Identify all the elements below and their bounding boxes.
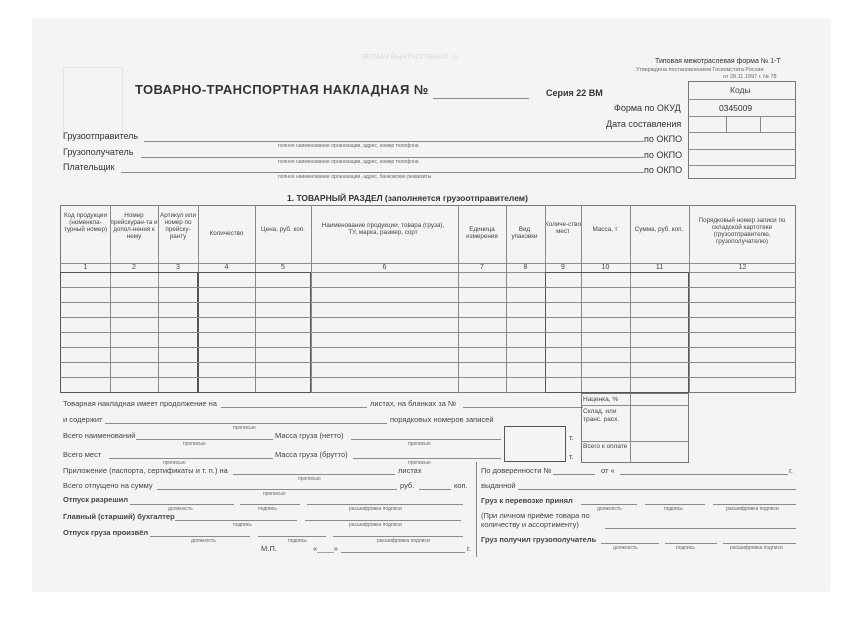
- position-hint: должность: [168, 506, 193, 512]
- issued-field[interactable]: [518, 489, 796, 490]
- col-header-5: Цена, руб. коп.: [261, 226, 305, 233]
- table-row[interactable]: [60, 332, 796, 333]
- signature-hint: подпись: [233, 522, 252, 528]
- cargo-accepted-signature[interactable]: [645, 504, 705, 505]
- number-line[interactable]: [433, 98, 529, 99]
- col-number-10: 10: [601, 264, 610, 271]
- signature-hint: подпись: [258, 506, 277, 512]
- col-header-3: Артикул или номер по прейску-ранту: [160, 212, 196, 240]
- in-words-hint: прописью: [233, 425, 256, 431]
- table-row[interactable]: [60, 317, 796, 318]
- forms-numbers-field[interactable]: [463, 407, 583, 408]
- col-number-9: 9: [561, 264, 565, 271]
- table-row[interactable]: [60, 287, 796, 288]
- attachment-sheets: листах: [398, 466, 422, 475]
- position-hint: должность: [191, 538, 216, 544]
- payer-okpo: по ОКПО: [644, 165, 683, 175]
- position-hint: должность: [613, 545, 638, 551]
- shipper-hint: полное наименование организации, адрес, номер телефона: [278, 143, 419, 149]
- col-number-8: 8: [523, 264, 528, 271]
- waybill-form: [33, 19, 830, 591]
- col-number-5: 5: [281, 264, 285, 271]
- net-t-unit: т.: [569, 433, 574, 442]
- col-header-6: Наименование продукции, товара (груза), ТУ, марка, размер, сорт: [321, 222, 445, 236]
- release-done-position[interactable]: [150, 536, 250, 537]
- series-label: Серия 22 ВМ: [546, 88, 603, 98]
- form-type-note: Типовая межотраслевая форма № 1-Т: [655, 58, 781, 65]
- release-done-decoding[interactable]: [333, 536, 463, 537]
- page-title: ТОВАРНО-ТРАНСПОРТНАЯ НАКЛАДНАЯ №: [135, 82, 429, 97]
- cargo-received-label: Груз получил грузополучатель: [481, 535, 597, 544]
- consignee-hint: полное наименование организации, адрес, номер телефона: [278, 159, 419, 165]
- total-places-label: Всего мест: [63, 450, 102, 459]
- shipper-label: Грузоотправитель: [63, 131, 139, 141]
- cargo-accepted-decoding[interactable]: [713, 504, 796, 505]
- payer-field[interactable]: [121, 172, 644, 173]
- in-words-hint: прописью: [263, 491, 286, 497]
- col-number-1: 1: [83, 264, 88, 271]
- rub-label: руб.: [400, 481, 415, 490]
- chief-accountant-label: Главный (старший) бухгалтер: [63, 512, 175, 521]
- col-number-2: 2: [132, 264, 136, 271]
- power-of-attorney-number[interactable]: [553, 474, 595, 475]
- col-number-6: 6: [382, 264, 387, 271]
- released-sum-label: Всего отпущено на сумму: [63, 481, 153, 490]
- approval-date: от 28.11.1997 г. № 78: [723, 74, 777, 80]
- release-done-signature[interactable]: [258, 536, 326, 537]
- release-date-field[interactable]: [341, 552, 465, 553]
- contains-field[interactable]: [105, 423, 387, 424]
- decoding-hint: расшифровка подписи: [349, 522, 402, 528]
- mass-net-field[interactable]: [351, 439, 501, 440]
- decoding-hint: расшифровка подписи: [377, 538, 430, 544]
- col-header-9: Количе-ство мест: [545, 221, 581, 235]
- table-row[interactable]: [60, 302, 796, 303]
- kop-label: коп.: [454, 481, 468, 490]
- table-row[interactable]: [60, 362, 796, 363]
- power-of-attorney-date[interactable]: [620, 474, 788, 475]
- signature-hint: подпись: [664, 506, 683, 512]
- total-payment-label: Всего к оплате: [583, 443, 628, 450]
- released-sum-field[interactable]: [157, 489, 397, 490]
- release-allowed-label: Отпуск разрешил: [63, 495, 128, 504]
- table-row[interactable]: [60, 377, 796, 378]
- contains-label: и содержит: [63, 415, 103, 424]
- col-number-12: 12: [738, 264, 747, 271]
- consignee-label: Грузополучатель: [63, 147, 134, 157]
- col-header-8: Вид упаковки: [511, 226, 538, 240]
- personal-receipt-field[interactable]: [605, 528, 796, 529]
- col-header-7: Единица измерения: [466, 226, 498, 240]
- in-words-hint: прописью: [408, 441, 431, 447]
- decoding-hint: расшифровка подписи: [349, 506, 402, 512]
- signature-hint: подпись: [288, 538, 307, 544]
- attachment-field[interactable]: [233, 474, 395, 475]
- okud-value: 0345009: [719, 103, 753, 113]
- col-number-4: 4: [224, 264, 229, 271]
- total-names-field[interactable]: [136, 439, 273, 440]
- total-names-label: Всего наименований: [63, 431, 136, 440]
- in-words-hint: прописью: [163, 460, 186, 466]
- payer-label: Плательщик: [63, 162, 115, 172]
- year-label: г.: [467, 544, 471, 553]
- in-words-hint: прописью: [298, 476, 321, 482]
- total-places-field[interactable]: [109, 458, 273, 459]
- personal-receipt-note: (При личном приёме товара по количеству и ассортименту): [481, 511, 590, 529]
- cargo-accepted-label: Груз к перевозке принял: [481, 496, 573, 505]
- ghost-box: [63, 67, 123, 139]
- consignee-field[interactable]: [141, 157, 644, 158]
- decoding-hint: расшифровка подписи: [730, 545, 783, 551]
- continuation-field[interactable]: [221, 407, 367, 408]
- release-done-label: Отпуск груза произвёл: [63, 528, 149, 537]
- in-words-hint: прописью: [408, 460, 431, 466]
- cargo-accepted-position[interactable]: [581, 504, 637, 505]
- date-quotes: «____»: [313, 544, 339, 553]
- mass-gross-field[interactable]: [353, 458, 501, 459]
- approval-note: Утверждена постановлением Госкомстата России: [636, 67, 764, 73]
- chief-accountant-signature[interactable]: [175, 520, 297, 521]
- col-number-7: 7: [480, 264, 484, 271]
- col-header-11: Сумма, руб. коп.: [634, 226, 684, 233]
- mass-box[interactable]: [504, 426, 566, 462]
- markup-label: Наценка, %: [583, 396, 619, 403]
- date-label: Дата составления: [606, 119, 682, 129]
- col-header-12: Порядковый номер записи по складской картотеке (грузоотправителю, грузополучателю): [698, 217, 786, 245]
- cargo-received-position[interactable]: [601, 543, 659, 544]
- power-of-attorney-label: По доверенности №: [481, 466, 552, 475]
- chief-accountant-decoding[interactable]: [305, 520, 461, 521]
- col-header-10: Масса, т: [592, 226, 618, 233]
- from-label: от «: [601, 466, 615, 475]
- attachment-label: Приложение (паспорта, сертификаты и т. п.) на: [63, 466, 228, 475]
- year-label-right: г.: [789, 466, 793, 475]
- payer-hint: полное наименование организации, адрес, банковские реквизиты: [278, 174, 432, 180]
- ghost-text: ЗЕЛЯАЧ ЙЫНТЧОПЭНАЧТ .S: [361, 54, 458, 61]
- shipper-field[interactable]: [144, 141, 644, 142]
- continuation-label: Товарная накладная имеет продолжение на: [63, 399, 217, 408]
- col-header-1: Код продукции (номенкла-турный номер): [63, 212, 108, 233]
- warehouse-label: Склад. или транс. расх.: [583, 408, 620, 423]
- kop-field[interactable]: [419, 489, 451, 490]
- consignee-okpo: по ОКПО: [644, 150, 683, 160]
- signature-hint: подпись: [676, 545, 695, 551]
- position-hint: должность: [597, 506, 622, 512]
- records-label: порядковых номеров записей: [390, 415, 494, 424]
- sheets-numbers-label: листах, на бланках за №: [370, 399, 456, 408]
- cargo-received-decoding[interactable]: [723, 543, 796, 544]
- col-number-11: 11: [655, 264, 664, 271]
- release-allowed-decoding[interactable]: [307, 504, 463, 505]
- mass-gross-label: Масса груза (брутто): [275, 450, 348, 459]
- stamp-mp: М.П.: [261, 544, 277, 553]
- decoding-hint: расшифровка подписи: [726, 506, 779, 512]
- release-allowed-position[interactable]: [130, 504, 234, 505]
- cargo-received-signature[interactable]: [665, 543, 717, 544]
- release-allowed-signature[interactable]: [240, 504, 300, 505]
- shipper-okpo: по ОКПО: [644, 134, 683, 144]
- table-row[interactable]: [60, 347, 796, 348]
- gross-t-unit: т.: [569, 452, 574, 461]
- codes-header: Коды: [730, 85, 751, 95]
- col-header-4: Количество: [209, 230, 244, 237]
- summary-box: [581, 393, 689, 463]
- mass-net-label: Масса груза (нетто): [275, 431, 344, 440]
- okud-label: Форма по ОКУД: [614, 103, 681, 113]
- col-number-3: 3: [176, 264, 180, 271]
- section-title: 1. ТОВАРНЫЙ РАЗДЕЛ (заполняется грузоотправителем): [287, 193, 528, 203]
- col-header-2: Номер прейскуран-та и допол-нения к нему: [110, 212, 158, 240]
- issued-label: выданной: [481, 481, 516, 490]
- in-words-hint: прописью: [183, 441, 206, 447]
